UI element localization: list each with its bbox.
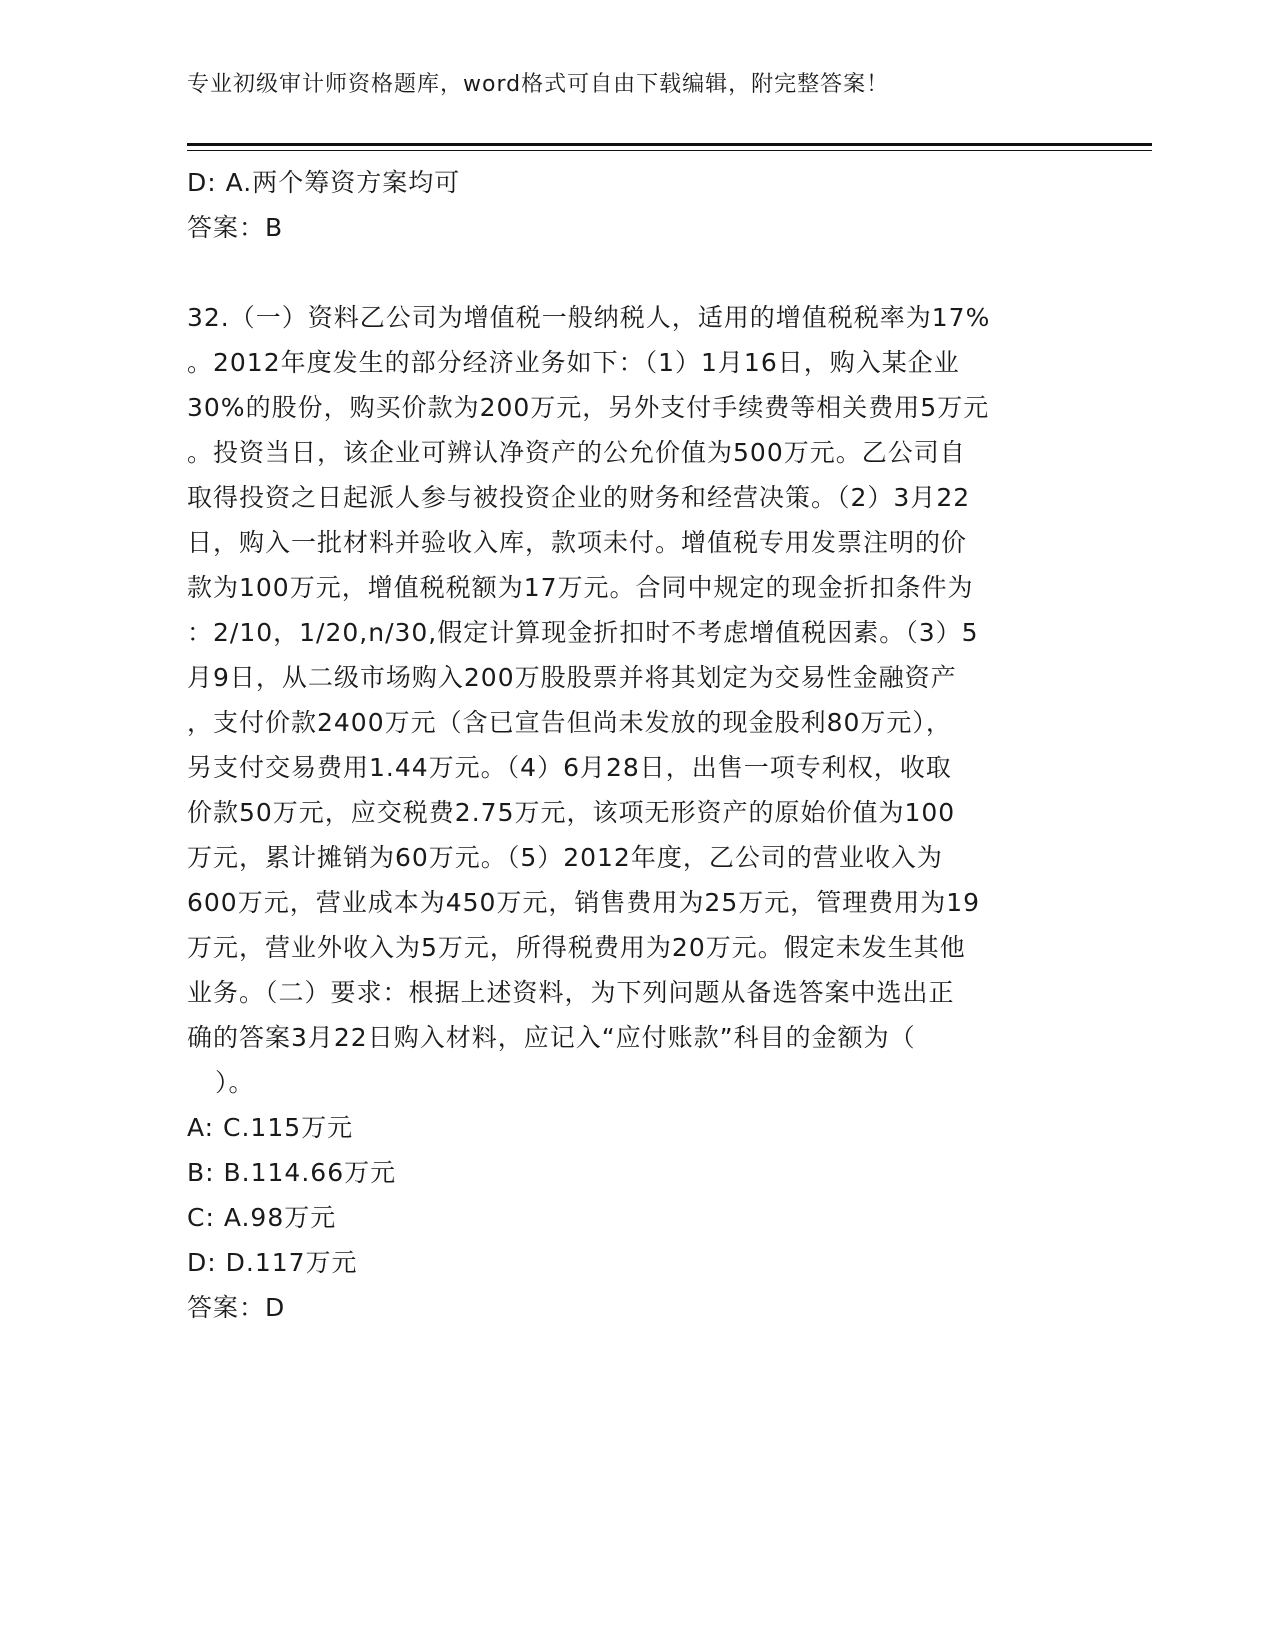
page-header: 专业初级审计师资格题库，word格式可自由下载编辑，附完整答案！	[187, 72, 890, 97]
question-text-line: ：2/10，1/20,n/30,假定计算现金折扣时不考虑增值税因素。（3）5	[187, 618, 979, 647]
question-text-line: 万元，累计摊销为60万元。（5）2012年度，乙公司的营业收入为	[187, 843, 943, 872]
question-text-line: 业务。（二）要求：根据上述资料，为下列问题从备选答案中选出正	[187, 978, 955, 1007]
header-divider	[187, 143, 1152, 146]
question-text-line: 万元，营业外收入为5万元，所得税费用为20万元。假定未发生其他	[187, 933, 966, 962]
question-text-line: 600万元，营业成本为450万元，销售费用为25万元，管理费用为19	[187, 888, 981, 917]
question-32	[187, 295, 1087, 1330]
prev-question-answer: 答案：B	[187, 213, 284, 242]
question-answer: 答案：D	[187, 1293, 286, 1322]
option-c: C: A.98万元	[187, 1203, 337, 1232]
question-text-line: 月9日，从二级市场购入200万股股票并将其划定为交易性金融资产	[187, 663, 957, 692]
question-text-line: 30%的股份，购买价款为200万元，另外支付手续费等相关费用5万元	[187, 393, 990, 422]
spacer	[187, 250, 1087, 295]
question-text-line: 价款50万元，应交税费2.75万元，该项无形资产的原始价值为100	[187, 798, 956, 827]
option-b: B: B.114.66万元	[187, 1158, 397, 1187]
question-text-line: 另支付交易费用1.44万元。（4）6月28日，出售一项专利权，收取	[187, 753, 952, 782]
question-text-line: ，支付价款2400万元（含已宣告但尚未发放的现金股利80万元），	[187, 708, 952, 737]
question-text-line: 。投资当日，该企业可辨认净资产的公允价值为500万元。乙公司自	[187, 438, 966, 467]
header-divider-thin	[187, 150, 1152, 151]
question-text-line: 款为100万元，增值税税额为17万元。合同中规定的现金折扣条件为	[187, 573, 974, 602]
question-text-line: ）。	[215, 1068, 255, 1097]
option-a: A: C.115万元	[187, 1113, 354, 1142]
question-text-line: 32.（一）资料乙公司为增值税一般纳税人，适用的增值税税率为17%	[187, 303, 991, 332]
option-d: D: D.117万元	[187, 1248, 358, 1277]
document-body	[187, 160, 1087, 1330]
question-text-line: 确的答案3月22日购入材料，应记入“应付账款”科目的金额为（	[187, 1023, 916, 1052]
prev-question-option-d: D: A.两个筹资方案均可	[187, 168, 461, 197]
question-text-line: 取得投资之日起派人参与被投资企业的财务和经营决策。（2）3月22	[187, 483, 971, 512]
question-text-line: 。2012年度发生的部分经济业务如下：（1）1月16日，购入某企业	[187, 348, 960, 377]
question-text-line: 日，购入一批材料并验收入库，款项未付。增值税专用发票注明的价	[187, 528, 968, 557]
